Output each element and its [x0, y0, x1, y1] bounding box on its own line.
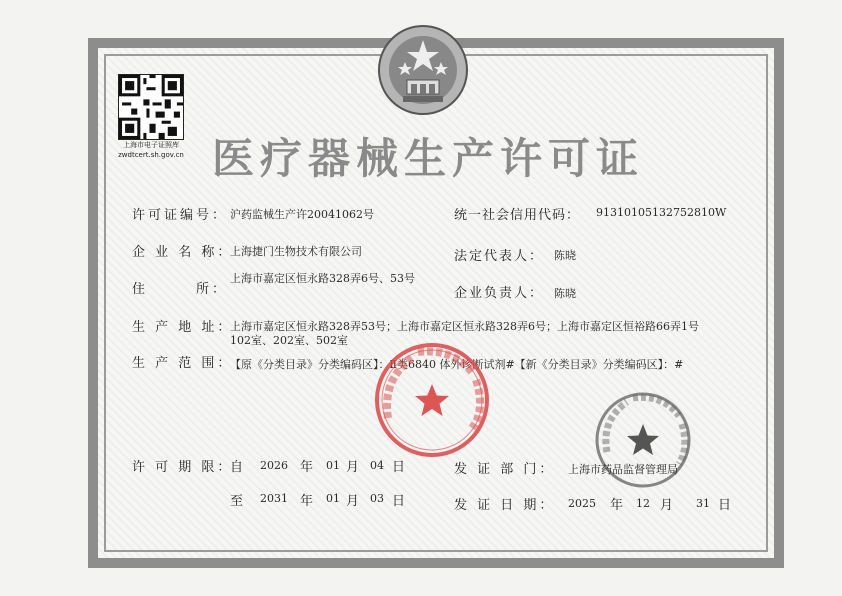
qr-caption — [108, 140, 194, 160]
to-month-word: 月 — [346, 494, 363, 509]
issue-year: 2025 — [568, 497, 596, 510]
principal-value: 陈晓 — [554, 287, 576, 300]
issue-date-label: 发 证 日 期： — [454, 498, 556, 513]
qr-caption-line1: 上海市电子证照库 — [123, 141, 179, 149]
legal-rep-value: 陈晓 — [554, 249, 576, 262]
company-label: 企 业 名 称： — [132, 245, 234, 260]
from-month: 01 — [326, 459, 340, 472]
credit-code-label: 统一社会信用代码： — [454, 208, 581, 223]
scope-value: 【原《分类目录》分类编码区】：Ⅱ类6840 体外诊断试剂#【新《分类目录》分类编码区】：# — [230, 358, 684, 371]
to-day: 03 — [370, 492, 384, 505]
from-day: 04 — [370, 459, 384, 472]
from-month-word: 月 — [346, 460, 363, 475]
national-emblem-icon — [375, 22, 471, 118]
company-seal-icon — [372, 340, 492, 460]
from-day-word: 日 — [392, 460, 409, 475]
dept-label: 发 证 部 门： — [454, 462, 556, 477]
license-no-label: 许可证编号： — [132, 208, 229, 223]
from-word: 自 — [230, 460, 247, 475]
scope-label: 生 产 范 围： — [132, 356, 234, 371]
issue-month-word: 月 — [660, 498, 677, 513]
qr-caption-line2: zwdtcert.sh.gov.cn — [118, 151, 184, 159]
from-year: 2026 — [260, 459, 288, 472]
address-value: 上海市嘉定区恒永路328弄6号、53号 — [230, 272, 415, 285]
address-label: 住 所： — [132, 282, 229, 297]
to-word: 至 — [230, 494, 247, 509]
to-day-word: 日 — [392, 494, 409, 509]
issue-day: 31 — [696, 497, 710, 510]
prod-addr-label: 生 产 地 址： — [132, 320, 234, 335]
license-no-value: 沪药监械生产许20041062号 — [230, 208, 374, 221]
prod-addr-value: 上海市嘉定区恒永路328弄53号；上海市嘉定区恒永路328弄6号；上海市嘉定区恒裕路66弄1号102室、202室、502室 — [230, 320, 699, 347]
principal-label: 企业负责人： — [454, 286, 545, 301]
dept-value: 上海市药品监督管理局 — [568, 463, 678, 476]
issue-day-word: 日 — [718, 498, 735, 513]
company-value: 上海捷门生物技术有限公司 — [230, 245, 362, 258]
credit-code-value: 91310105132752810W — [596, 206, 727, 219]
to-year: 2031 — [260, 492, 288, 505]
validity-label: 许 可 期 限： — [132, 460, 234, 475]
legal-rep-label: 法定代表人： — [454, 249, 545, 264]
issue-month: 12 — [636, 497, 650, 510]
issue-year-word: 年 — [610, 498, 627, 513]
from-year-word: 年 — [300, 460, 317, 475]
document-title: 医疗器械生产许可证 — [211, 134, 644, 183]
to-month: 01 — [326, 492, 340, 505]
to-year-word: 年 — [300, 494, 317, 509]
qr-code-icon — [118, 74, 184, 140]
